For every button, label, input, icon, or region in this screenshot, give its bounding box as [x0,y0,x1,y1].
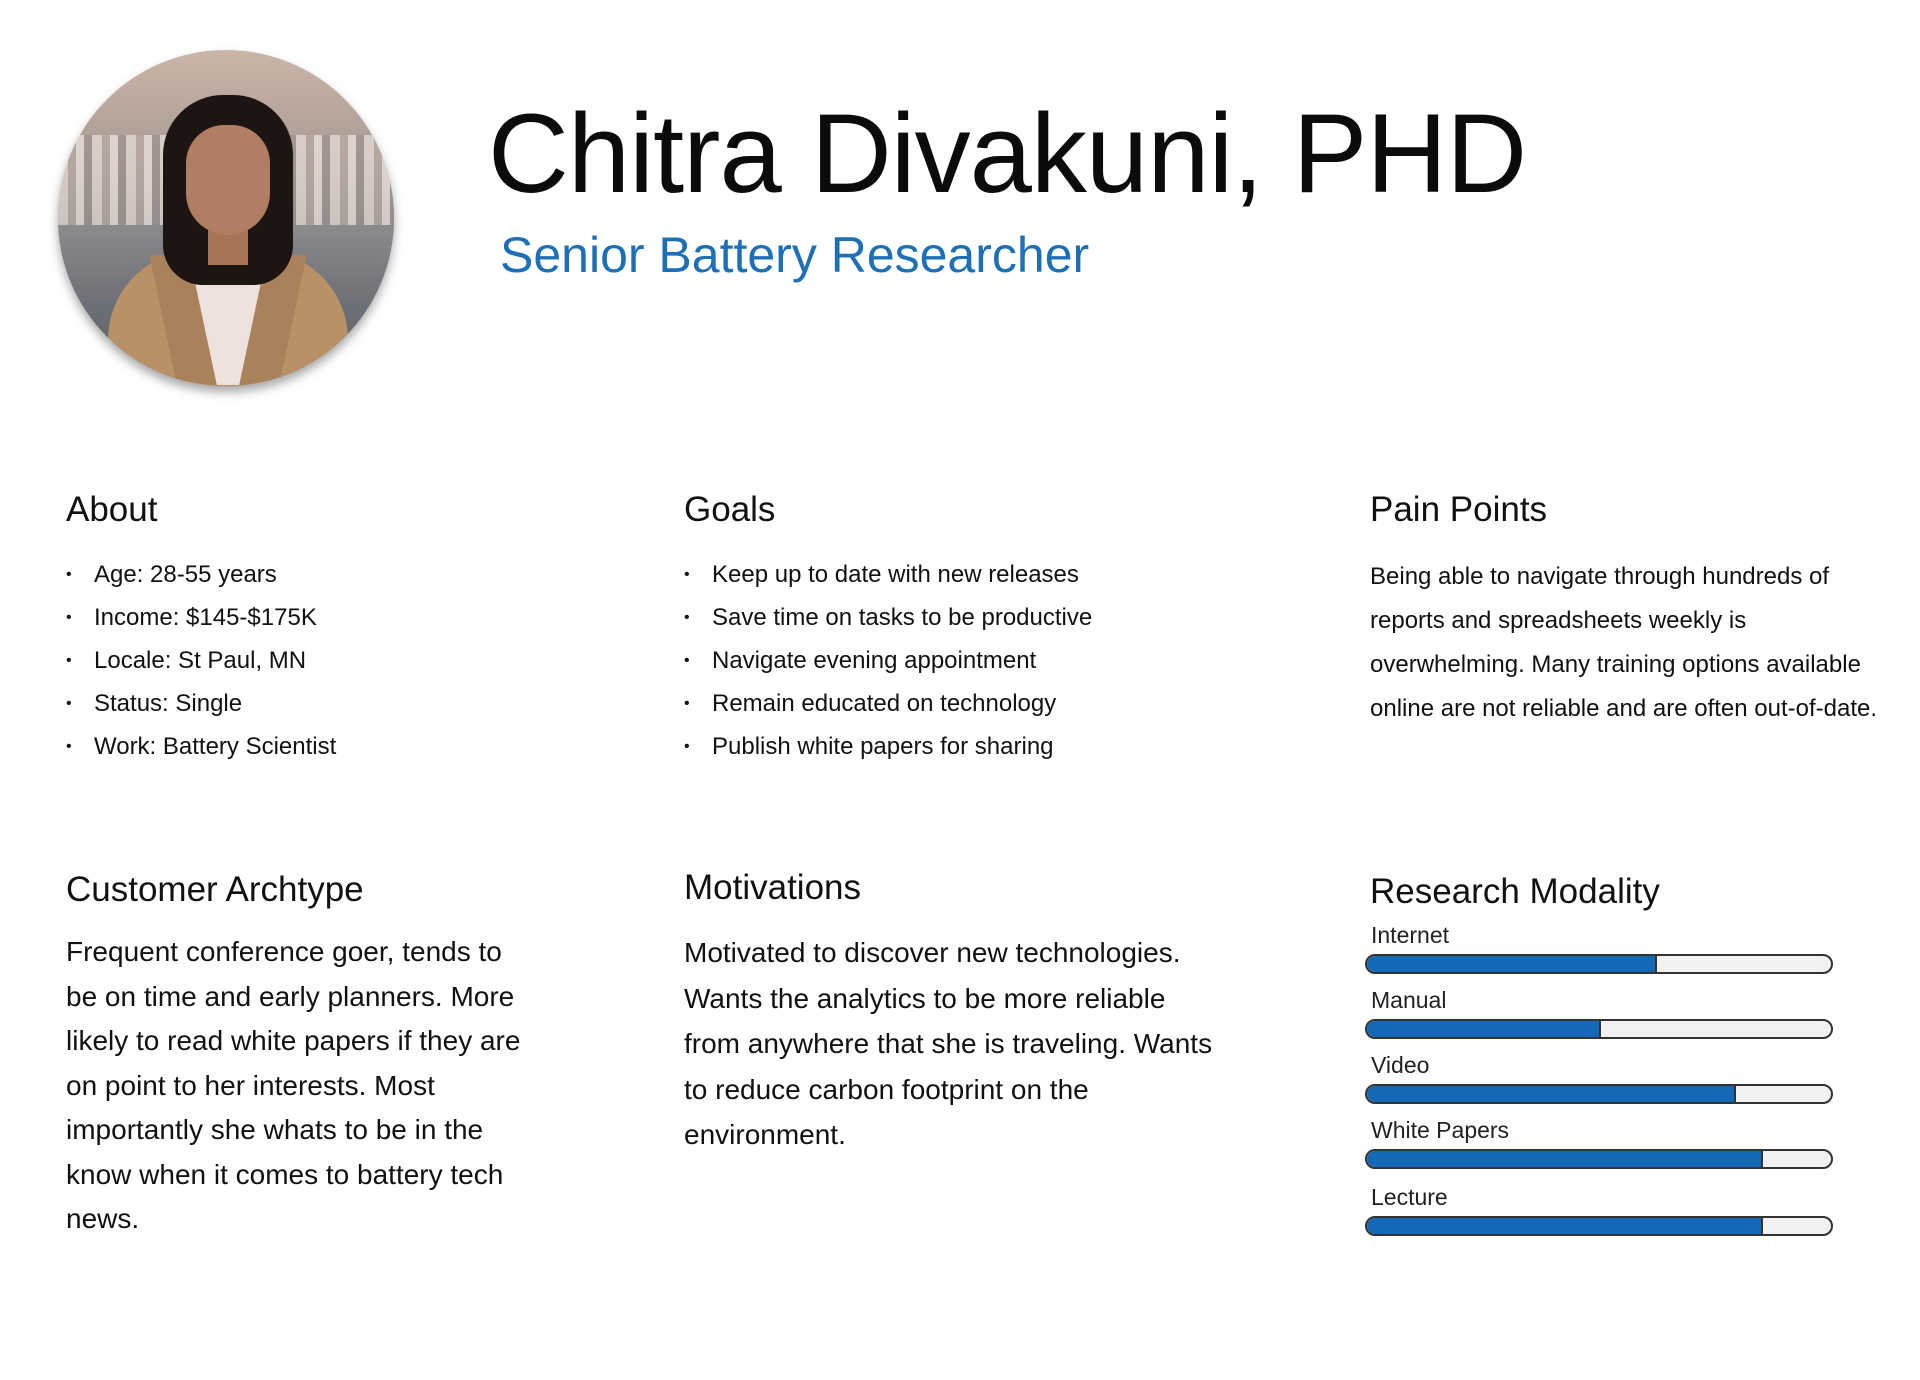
goals-item: • Publish white papers for sharing [684,725,1092,768]
pain-points-text: Being able to navigate through hundreds of reports and spreadsheets weekly is overwhelming. Many training options available online are not reliable and are often out-of-date. [1370,563,1878,722]
motivations-heading: Motivations [684,868,862,907]
pain-points-heading: Pain Points [1370,490,1548,529]
about-item-work: • Work: Battery Scientist [66,725,336,768]
goals-list [684,553,1092,768]
archetype-text: Frequent conference goer, tends to be on time and early planners. More likely to read white papers if they are on point to her interests. Most importantly she whats to be in the know when it comes to battery tech news. [66,936,521,1234]
persona-name: Chitra Divakuni, PHD [488,91,1527,216]
modality-track [1365,1084,1833,1104]
goals-item: • Navigate evening appointment [684,639,1092,682]
modality-label: Lecture [1371,1184,1448,1210]
about-item-status: • Status: Single [66,682,336,725]
modality-track [1365,954,1833,974]
about-item-locale: • Locale: St Paul, MN [66,639,336,682]
modality-fill [1367,1151,1763,1167]
archetype-heading: Customer Archtype [66,870,364,909]
modality-track [1365,1216,1833,1236]
about-item-income: • Income: $145-$175K [66,596,336,639]
modality-label: White Papers [1371,1117,1510,1143]
goals-heading: Goals [684,490,776,529]
goals-item: • Keep up to date with new releases [684,553,1092,596]
modality-label: Internet [1371,922,1449,948]
goals-item: • Save time on tasks to be productive [684,596,1092,639]
about-heading: About [66,490,158,529]
research-modality-bars [1365,922,1845,1249]
modality-fill [1367,1021,1601,1037]
modality-row-lecture [1365,1184,1845,1249]
about-list [66,553,336,768]
modality-row-white-papers [1365,1117,1845,1184]
modality-label: Manual [1371,987,1447,1013]
modality-fill [1367,1086,1736,1102]
persona-role: Senior Battery Researcher [500,227,1090,283]
about-item-age: • Age: 28-55 years [66,553,336,596]
modality-row-video [1365,1052,1845,1117]
photo-face [186,125,270,235]
profile-photo [58,50,394,386]
modality-fill [1367,956,1657,972]
research-modality-heading: Research Modality [1370,872,1660,911]
modality-row-manual [1365,987,1845,1052]
modality-track [1365,1019,1833,1039]
modality-fill [1367,1218,1763,1234]
goals-item: • Remain educated on technology [684,682,1092,725]
modality-row-internet [1365,922,1845,987]
modality-track [1365,1149,1833,1169]
modality-label: Video [1371,1052,1430,1078]
motivations-text: Motivated to discover new technologies. Wants the analytics to be more reliable from anywhere that she is traveling. Wants to reduce carbon footprint on the environment. [684,937,1213,1150]
